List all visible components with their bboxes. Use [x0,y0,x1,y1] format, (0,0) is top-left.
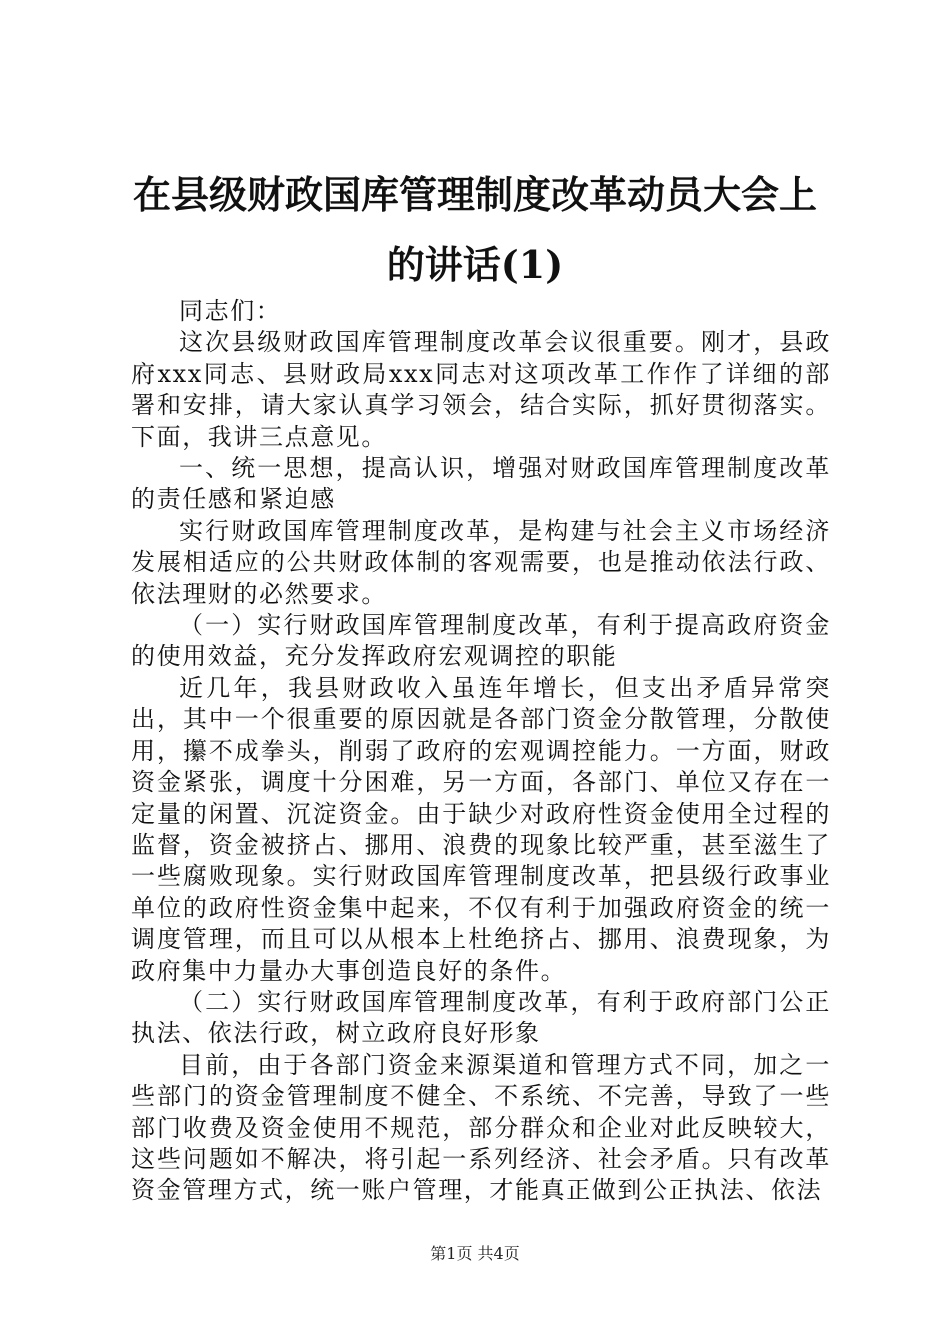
body-paragraph: 近几年，我县财政收入虽连年增长，但支出矛盾异常突出，其中一个很重要的原因就是各部门资金分散管理，分散使用，攥不成拳头，削弱了政府的宏观调控能力。一方面，财政资金紧张，调度十分困难，另一方面，各部门、单位又存在一定量的闲置、沉淀资金。由于缺少对政府性资金使用全过程的监督，资金被挤占、挪用、浪费的现象比较严重，甚至滋生了一些腐败现象。实行财政国库管理制度改革，把县级行政事业单位的政府性资金集中起来，不仅有利于加强政府资金的统一调度管理，而且可以从根本上杜绝挤占、挪用、浪费现象，为政府集中力量办大事创造良好的条件。 [131,673,831,985]
document-title: 在县级财政国库管理制度改革动员大会上的讲话(1) [132,172,817,287]
body-paragraph: 实行财政国库管理制度改革，是构建与社会主义市场经济发展相适应的公共财政体制的客观需要，也是推动依法行政、依法理财的必然要求。 [131,516,831,608]
page-number-footer: 第1页 共4页 [430,1244,520,1263]
document-body [131,296,831,1207]
body-paragraph: 目前，由于各部门资金来源渠道和管理方式不同，加之一些部门的资金管理制度不健全、不系统、不完善，导致了一些部门收费及资金使用不规范，部分群众和企业对此反映较大，这些问题如不解决，将引起一系列经济、社会矛盾。只有改革资金管理方式，统一账户管理，才能真正做到公正执法、依法 [131,1050,831,1205]
subsection-heading-1: （一）实行财政国库管理制度改革，有利于提高政府资金的使用效益，充分发挥政府宏观调控的职能 [131,611,831,671]
intro-paragraph: 这次县级财政国库管理制度改革会议很重要。刚才，县政府xxx同志、县财政局xxx同志对这项改革工作作了详细的部署和安排，请大家认真学习领会，结合实际，抓好贯彻落实。下面，我讲三点意见。 [131,328,831,451]
section-heading-1: 一、统一思想，提高认识，增强对财政国库管理制度改革的责任感和紧迫感 [131,454,831,514]
salutation: 同志们： [179,297,282,325]
subsection-heading-2: （二）实行财政国库管理制度改革，有利于政府部门公正执法、依法行政，树立政府良好形象 [131,987,831,1048]
